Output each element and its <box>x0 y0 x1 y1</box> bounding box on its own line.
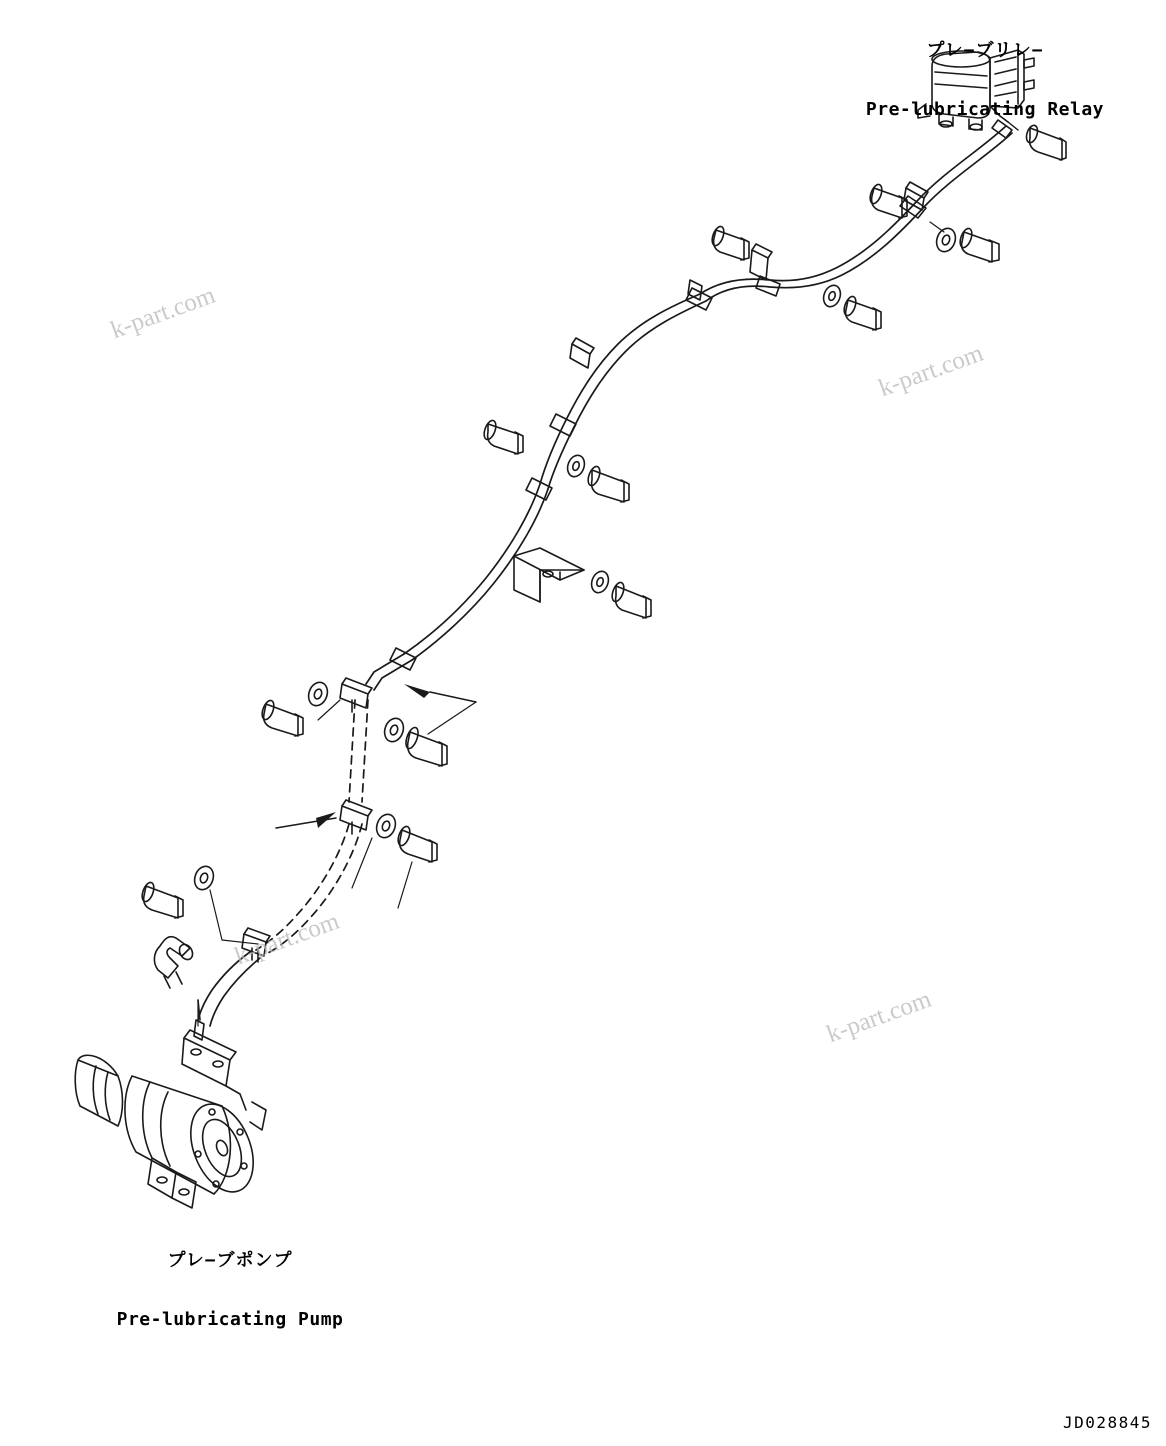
pump-assembly <box>75 1000 266 1208</box>
clamp-assembly-upper <box>260 678 476 766</box>
relay-label-jp: プレ−ブリレ− <box>926 39 1044 61</box>
watermark: k-part.com <box>107 281 219 345</box>
relay-callout-label <box>866 2 1104 158</box>
watermark: k-part.com <box>823 985 935 1049</box>
washer-bolt-bracket <box>589 569 651 618</box>
tube-fittings <box>390 120 1012 670</box>
relay-label-en: Pre-lubricating Relay <box>865 98 1104 120</box>
washer-bolt-pump <box>140 864 258 944</box>
elbow-fitting <box>154 937 195 988</box>
pump-label-en: Pre-lubricating Pump <box>116 1308 344 1330</box>
sleeve-upper-right <box>868 183 907 218</box>
washer-bolt-mid <box>565 453 629 502</box>
clamp-lower-arrow <box>316 812 336 828</box>
main-tube-route <box>198 126 1012 1026</box>
pump-label-jp: プレ−ブポンプ <box>167 1249 293 1271</box>
pump-tube-fitting <box>242 928 270 962</box>
sleeve-upper-left <box>710 225 749 260</box>
watermark: k-part.com <box>231 907 343 971</box>
sleeve-mid <box>482 419 523 454</box>
clamp-assembly-lower <box>276 800 437 908</box>
washer-bolt-mid-right <box>821 283 881 330</box>
washer-bolt-upper-right <box>930 222 999 262</box>
pump-callout-label <box>60 1212 400 1368</box>
watermark: k-part.com <box>875 339 987 403</box>
drawing-number: JD028845 <box>1062 1413 1152 1432</box>
tube-clamps-upper <box>570 182 928 368</box>
center-bracket <box>514 548 584 602</box>
clamp-upper-arrows <box>404 684 430 698</box>
